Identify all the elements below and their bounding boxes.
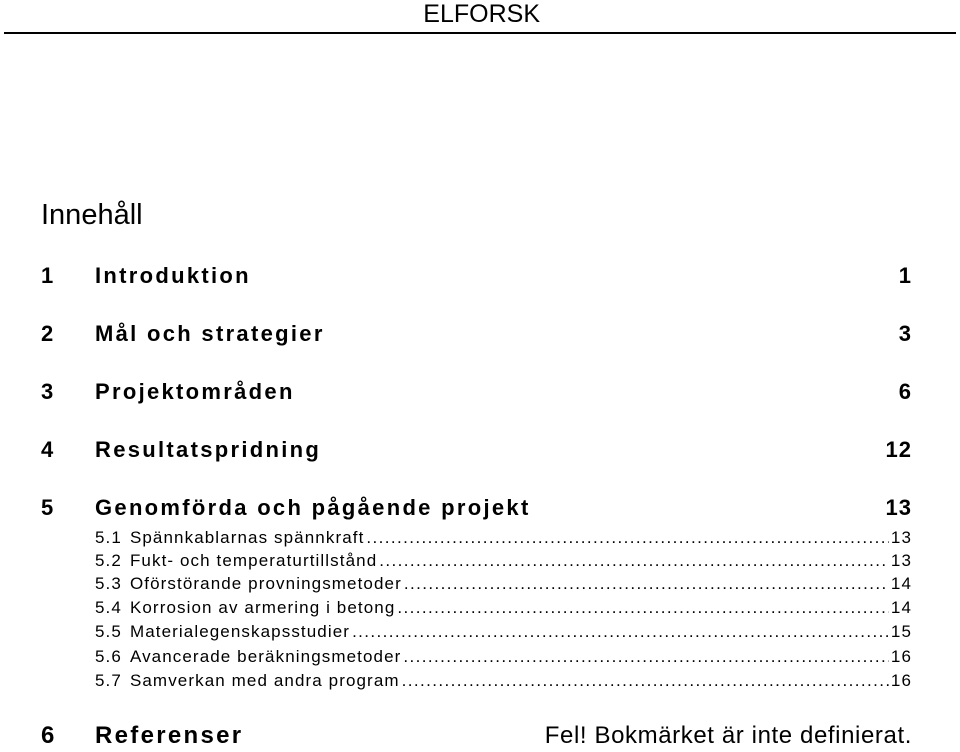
- page-header: [0, 0, 960, 34]
- toc-entry-page: 12: [885, 437, 912, 462]
- toc-subentry-page: 15: [890, 622, 912, 641]
- toc-subentry-title: Avancerade beräkningsmetoder: [129, 647, 402, 666]
- dot-leader: [366, 528, 888, 548]
- header-title: ELFORSK: [423, 0, 540, 28]
- toc-subentry-number: 5.4: [95, 598, 122, 617]
- dot-leader: [352, 622, 889, 642]
- toc-entry-number: 6: [41, 722, 55, 749]
- toc-subentry-number: 5.2: [95, 551, 122, 570]
- toc-subentry-page: 16: [890, 647, 912, 666]
- toc-subentry-title: Oförstörande provningsmetoder: [129, 574, 402, 593]
- toc-entry-title: Resultatspridning: [95, 437, 322, 462]
- dot-leader: [403, 647, 888, 667]
- toc-entry-title: Genomförda och pågående projekt: [95, 495, 531, 520]
- toc-subentry-title: Spännkablarnas spännkraft: [129, 528, 365, 547]
- toc-entry-5[interactable]: [41, 495, 912, 529]
- toc-entry-page-error: Fel! Bokmärket är inte definierat.: [544, 722, 912, 749]
- toc-entry-number: 3: [41, 379, 56, 404]
- toc-entry-page: 3: [898, 321, 912, 346]
- toc-subentry-5-2[interactable]: [95, 551, 912, 573]
- dot-leader: [379, 551, 889, 571]
- toc-entry-title: Projektområden: [95, 379, 295, 404]
- toc-subentry-page: 13: [890, 528, 912, 547]
- toc-entry-page: 6: [898, 379, 912, 404]
- toc-entry-2[interactable]: [41, 321, 912, 355]
- toc-subentry-5-4[interactable]: [95, 598, 912, 620]
- toc-subentry-number: 5.5: [95, 622, 122, 641]
- toc-entry-page: 13: [885, 495, 912, 520]
- toc-subentry-number: 5.7: [95, 671, 122, 690]
- toc-subentry-5-5[interactable]: [95, 622, 912, 644]
- toc-entry-number: 4: [41, 437, 56, 462]
- toc-entry-4[interactable]: [41, 437, 912, 471]
- toc-entry-page: 1: [898, 263, 912, 288]
- toc-entry-title: Introduktion: [95, 263, 251, 288]
- toc-subentry-page: 14: [890, 598, 912, 617]
- toc-entry-number: 2: [41, 321, 56, 346]
- toc-subentry-title: Korrosion av armering i betong: [129, 598, 396, 617]
- toc-subentry-title: Materialegenskapsstudier: [129, 622, 351, 641]
- toc-entry-title: Referenser: [95, 722, 244, 749]
- toc-subentry-5-3[interactable]: [95, 574, 912, 596]
- toc-entry-3[interactable]: [41, 379, 912, 413]
- header-rule: [4, 32, 956, 34]
- toc-entry-6[interactable]: [41, 722, 912, 752]
- toc-subentry-title: Samverkan med andra program: [129, 671, 400, 690]
- toc-subentry-page: 14: [890, 574, 912, 593]
- toc-entry-number: 5: [41, 495, 56, 520]
- dot-leader: [402, 671, 889, 691]
- toc-subentry-5-1[interactable]: [95, 528, 912, 550]
- toc-subentry-page: 16: [890, 671, 912, 690]
- toc-entry-number: 1: [41, 263, 56, 288]
- dot-leader: [404, 574, 889, 594]
- toc-subentry-title: Fukt- och temperaturtillstånd: [129, 551, 378, 570]
- toc-subentry-page: 13: [890, 551, 912, 570]
- toc-subentry-5-6[interactable]: [95, 647, 912, 669]
- toc-subentry-number: 5.1: [95, 528, 122, 547]
- toc-entry-1[interactable]: [41, 263, 912, 297]
- dot-leader: [397, 598, 888, 618]
- toc-subentry-5-7[interactable]: [95, 671, 912, 693]
- toc-subentry-number: 5.3: [95, 574, 122, 593]
- toc-subentry-number: 5.6: [95, 647, 122, 666]
- toc-entry-title: Mål och strategier: [95, 321, 325, 346]
- toc-heading: Innehåll: [41, 199, 143, 231]
